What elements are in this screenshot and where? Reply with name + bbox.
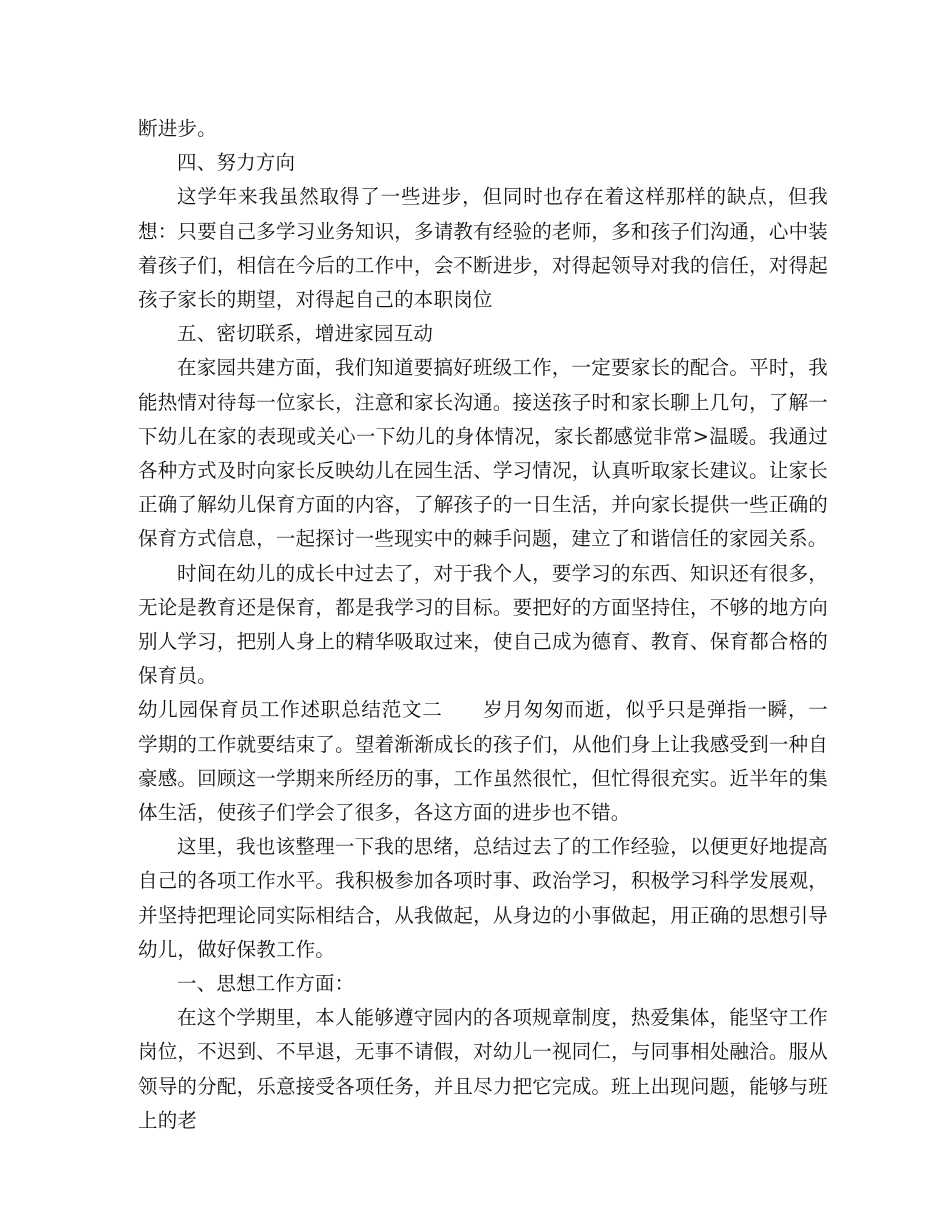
paragraph-body: 时间在幼儿的成长中过去了，对于我个人，要学习的东西、知识还有很多，无论是教育还是保育，都是我学习的目标。要把好的方面坚持住，不够的地方向别人学习，把别人身上的精华吸取过来，使自己成为德育、教育、保育都合格的保育员。: [138, 561, 828, 688]
section-heading-ideological-work: 一、思想工作方面：: [177, 972, 355, 996]
section-heading-effort-direction: 四、努力方向: [177, 151, 296, 175]
section-heading-home-school-interaction: 五、密切联系，增进家园互动: [177, 322, 434, 346]
paragraph-body: 这里，我也该整理一下我的思绪，总结过去了的工作经验，以便更好地提高自己的各项工作水平。我积极参加各项时事、政治学习，积极学习科学发展观，并坚持把理论同实际相结合，从我做起，从身边的小事做起，用正确的思想引导幼儿，做好保教工作。: [138, 835, 828, 961]
paragraph-body: 在家园共建方面，我们知道要搞好班级工作，一定要家长的配合。平时，我能热情对待每一位家长，注意和家长沟通。接送孩子时和家长聊上几句，了解一下幼儿在家的表现或关心一下幼儿的身体情况，家长都感觉非常>温暖。我通过各种方式及时向家长反映幼儿在园生活、学习情况，认真听取家长建议。让家长正确了解幼儿保育方面的内容，了解孩子的一日生活，并向家长提供一些正确的保育方式信息，一起探讨一些现实中的棘手问题，建立了和谐信任的家园关系。: [138, 356, 828, 551]
paragraph-body-text: 岁月匆匆而逝，似乎只是弹指一瞬，一学期的工作就要结束了。望着渐渐成长的孩子们，从他们身上让我感受到一种自豪感。回顾这一学期来所经历的事，工作虽然很忙，但忙得很充实。近半年的集体生活，使孩子们学会了很多，各这方面的进步也不错。: [138, 698, 828, 825]
inline-article-title: 幼儿园保育员工作述职总结范文二: [138, 698, 443, 722]
paragraph-body: 这学年来我虽然取得了一些进步，但同时也存在着这样那样的缺点，但我想：只要自己多学习业务知识，多请教有经验的老师，多和孩子们沟通，心中装着孩子们，相信在今后的工作中，会不断进步，对得起领导对我的信任，对得起孩子家长的期望，对得起自己的本职岗位: [138, 185, 828, 312]
document-body: [138, 112, 828, 1138]
paragraph-continuation: 断进步。: [138, 117, 217, 140]
paragraph-with-title: [138, 693, 828, 830]
paragraph-body: 在这个学期里，本人能够遵守园内的各项规章制度，热爱集体，能坚守工作岗位，不迟到、不早退，无事不请假，对幼儿一视同仁，与同事相处融洽。服从领导的分配，乐意接受各项任务，并且尽力把它完成。班上出现问题，能够与班上的老: [138, 1006, 828, 1132]
